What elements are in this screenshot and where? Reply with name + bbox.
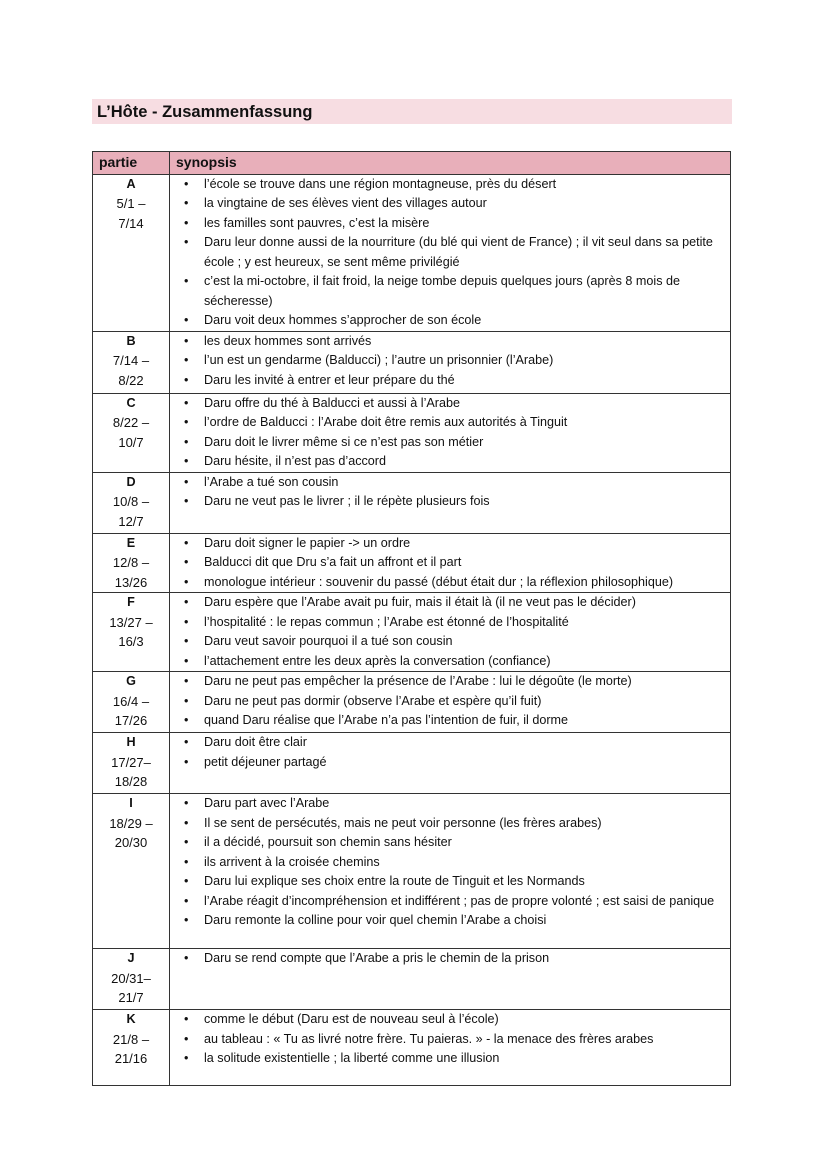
partie-page-range: 5/1 – 7/14	[116, 196, 146, 231]
table-body	[93, 174, 731, 1086]
synopsis-list	[178, 733, 730, 772]
synopsis-item: • Balducci dit que Dru s’a fait un affront et il part	[178, 553, 730, 573]
synopsis-item: • les familles sont pauvres, c’est la misère	[178, 214, 730, 234]
partie-page-range: 10/8 – 12/7	[112, 494, 150, 529]
table-row	[93, 393, 731, 472]
partie-cell	[93, 794, 170, 949]
partie-cell	[93, 533, 170, 593]
synopsis-item: • Daru ne veut pas le livrer ; il le répète plusieurs fois	[178, 492, 730, 512]
partie-cell	[93, 949, 170, 1010]
synopsis-cell	[170, 733, 731, 794]
partie-page-range: 20/31– 21/7	[111, 970, 151, 1005]
synopsis-item: • l’école se trouve dans une région montagneuse, près du désert	[178, 175, 730, 195]
synopsis-item: • Daru leur donne aussi de la nourriture (du blé qui vient de France) ; il vit seul dans sa petite école ; y est heureux, se sent même privilégié	[178, 233, 730, 272]
synopsis-item: • au tableau : « Tu as livré notre frère. Tu paieras. » - la menace des frères arabes	[178, 1030, 730, 1050]
partie-letter: C	[126, 395, 136, 410]
partie-page-range: 12/8 – 13/26	[112, 555, 150, 590]
synopsis-cell	[170, 1010, 731, 1086]
partie-page-range: 17/27– 18/28	[111, 754, 151, 789]
synopsis-item: • Daru les invité à entrer et leur prépare du thé	[178, 371, 730, 391]
partie-page-range: 7/14 – 8/22	[112, 353, 150, 388]
page-title: L’Hôte - Zusammenfassung	[97, 103, 313, 121]
partie-page-range: 18/29 – 20/30	[109, 815, 153, 850]
synopsis-item: • la vingtaine de ses élèves vient des villages autour	[178, 194, 730, 214]
synopsis-cell	[170, 472, 731, 533]
partie-letter: G	[126, 674, 136, 688]
table-row	[93, 533, 731, 593]
synopsis-list	[178, 794, 730, 931]
partie-letter: I	[129, 796, 133, 810]
synopsis-item: • c’est la mi-octobre, il fait froid, la neige tombe depuis quelques jours (après 8 mois de sécheresse)	[178, 272, 730, 311]
synopsis-item: • Daru ne peut pas empêcher la présence de l’Arabe : lui le dégoûte (le morte)	[178, 672, 730, 692]
partie-page-range: 8/22 – 10/7	[112, 415, 150, 450]
synopsis-cell	[170, 331, 731, 393]
table-row	[93, 1010, 731, 1086]
synopsis-cell	[170, 533, 731, 593]
synopsis-item: • Daru part avec l’Arabe	[178, 794, 730, 814]
synopsis-item: • Daru lui explique ses choix entre la route de Tinguit et les Normands	[178, 872, 730, 892]
synopsis-item: • Daru doit être clair	[178, 733, 730, 753]
synopsis-item: • l’hospitalité : le repas commun ; l’Arabe est étonné de l’hospitalité	[178, 613, 730, 633]
synopsis-cell	[170, 672, 731, 733]
synopsis-list	[178, 175, 730, 331]
partie-cell	[93, 672, 170, 733]
synopsis-table	[92, 151, 731, 1086]
partie-letter: D	[126, 474, 136, 489]
synopsis-item: • Daru offre du thé à Balducci et aussi à l’Arabe	[178, 394, 730, 414]
synopsis-item: • il a décidé, poursuit son chemin sans hésiter	[178, 833, 730, 853]
synopsis-item: • petit déjeuner partagé	[178, 753, 730, 773]
synopsis-list	[178, 949, 730, 969]
synopsis-item: • quand Daru réalise que l’Arabe n’a pas l’intention de fuir, il dorme	[178, 711, 730, 731]
partie-letter: F	[127, 595, 135, 609]
synopsis-list	[178, 473, 730, 512]
synopsis-list	[178, 672, 730, 731]
partie-letter: E	[126, 535, 136, 550]
synopsis-item: • Daru se rend compte que l’Arabe a pris le chemin de la prison	[178, 949, 730, 969]
partie-cell	[93, 331, 170, 393]
synopsis-item: • l’Arabe a tué son cousin	[178, 473, 730, 493]
partie-letter: A	[126, 176, 136, 191]
synopsis-list	[178, 1010, 730, 1069]
synopsis-item: • ils arrivent à la croisée chemins	[178, 853, 730, 873]
partie-letter: K	[126, 1012, 136, 1026]
synopsis-cell	[170, 593, 731, 672]
synopsis-item: • Daru voit deux hommes s’approcher de son école	[178, 311, 730, 331]
synopsis-cell	[170, 949, 731, 1010]
partie-page-range: 16/4 – 17/26	[112, 693, 150, 728]
table-row	[93, 472, 731, 533]
synopsis-cell	[170, 174, 731, 331]
synopsis-item: • Daru espère que l’Arabe avait pu fuir, mais il était là (il ne veut pas le décider)	[178, 593, 730, 613]
header-partie: partie	[93, 152, 170, 175]
synopsis-item: • Daru ne peut pas dormir (observe l’Arabe et espère qu’il fuit)	[178, 692, 730, 712]
partie-page-range: 21/8 – 21/16	[112, 1031, 150, 1066]
partie-cell	[93, 472, 170, 533]
synopsis-item: • Daru veut savoir pourquoi il a tué son cousin	[178, 632, 730, 652]
partie-cell	[93, 733, 170, 794]
synopsis-item: • monologue intérieur : souvenir du passé (début était dur ; la réflexion philosophique)	[178, 573, 730, 593]
table-row	[93, 733, 731, 794]
synopsis-list	[178, 534, 730, 593]
synopsis-list	[178, 394, 730, 472]
partie-cell	[93, 593, 170, 672]
synopsis-item: • les deux hommes sont arrivés	[178, 332, 730, 352]
table-header-row	[93, 152, 731, 175]
synopsis-item: • l’un est un gendarme (Balducci) ; l’autre un prisonnier (l’Arabe)	[178, 351, 730, 371]
synopsis-list	[178, 593, 730, 671]
partie-page-range: 13/27 – 16/3	[109, 614, 153, 649]
partie-letter: B	[126, 333, 136, 348]
synopsis-item: • Daru doit signer le papier -> un ordre	[178, 534, 730, 554]
table-row	[93, 672, 731, 733]
partie-cell	[93, 174, 170, 331]
synopsis-cell	[170, 393, 731, 472]
synopsis-item: • l’attachement entre les deux après la conversation (confiance)	[178, 652, 730, 672]
table-row	[93, 174, 731, 331]
synopsis-item: • comme le début (Daru est de nouveau seul à l’école)	[178, 1010, 730, 1030]
partie-letter: H	[126, 735, 136, 749]
partie-cell	[93, 393, 170, 472]
synopsis-item: • l’ordre de Balducci : l’Arabe doit être remis aux autorités à Tinguit	[178, 413, 730, 433]
synopsis-item: • Il se sent de persécutés, mais ne peut voir personne (les frères arabes)	[178, 814, 730, 834]
partie-letter: J	[127, 951, 135, 965]
partie-cell	[93, 1010, 170, 1086]
synopsis-item: • Daru hésite, il n’est pas d’accord	[178, 452, 730, 472]
synopsis-item: • l’Arabe réagit d’incompréhension et indifférent ; pas de propre volonté ; est saisi de panique	[178, 892, 730, 912]
synopsis-cell	[170, 794, 731, 949]
table-row	[93, 949, 731, 1010]
table-row	[93, 794, 731, 949]
table-row	[93, 593, 731, 672]
synopsis-item: • Daru remonte la colline pour voir quel chemin l’Arabe a choisi	[178, 911, 730, 931]
table-row	[93, 331, 731, 393]
header-synopsis: synopsis	[170, 152, 731, 175]
synopsis-item: • Daru doit le livrer même si ce n’est pas son métier	[178, 433, 730, 453]
synopsis-list	[178, 332, 730, 391]
synopsis-item: • la solitude existentielle ; la liberté comme une illusion	[178, 1049, 730, 1069]
